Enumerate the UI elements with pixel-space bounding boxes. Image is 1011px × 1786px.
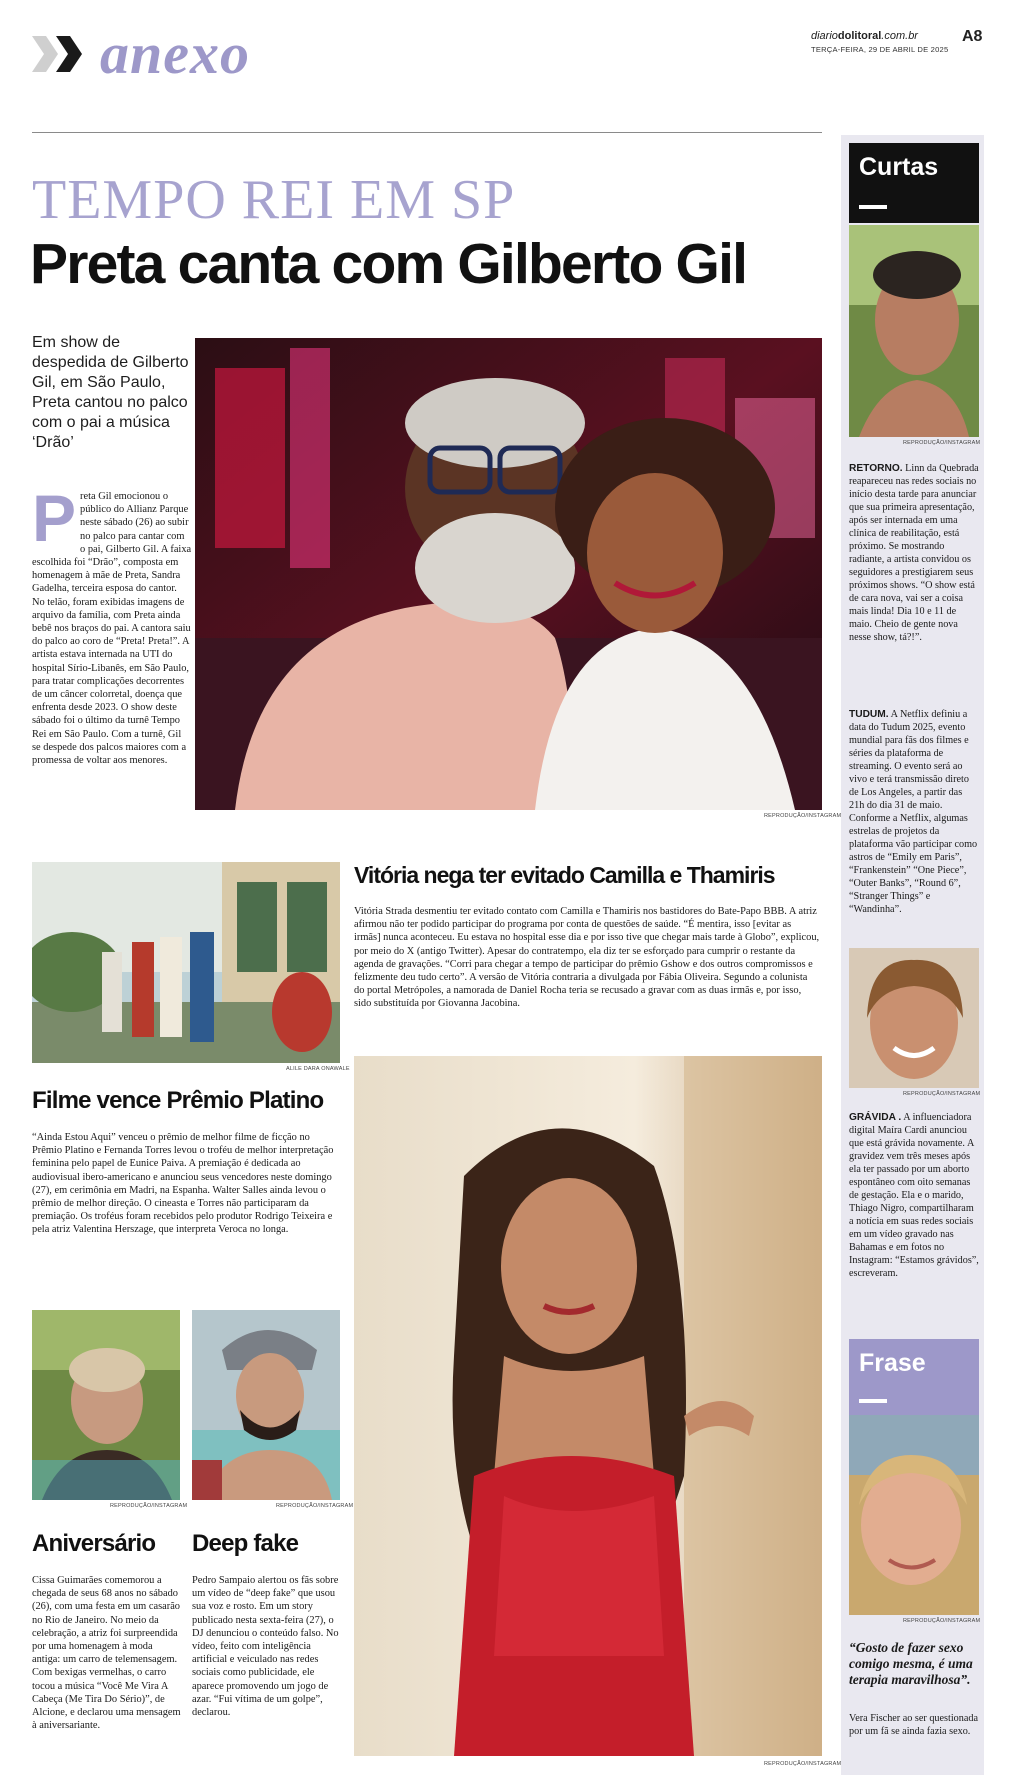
section-name: anexo: [100, 21, 250, 86]
curtas-item-retorno-text: Linn da Quebrada reapareceu nas redes sociais no início desta tarde para anunciar que sua primeira apresentação, após ser internada em uma clínica de reabilitação, está próximo. Se mostrando radiante, a artista convidou os seguidores a prestigiarem seus próximos shows. “O show está de cara nova, vai ser a coisa mais linda! Dia 10 e 11 de maio. Cheio de gente nova nesse show, tá?!”.: [849, 463, 979, 643]
deepfake-photo: [192, 1310, 340, 1500]
curtas-photo-2-credit: REPRODUÇÃO/INSTAGRAM: [903, 1091, 981, 1097]
curtas-photo-1-illustration: [849, 225, 979, 437]
curtas-item-retorno-tag: RETORNO.: [849, 463, 903, 474]
vitoria-photo-illustration: [354, 1056, 822, 1756]
curtas-item-tudum-tag: TUDUM.: [849, 709, 889, 720]
frase-bar: [859, 1399, 887, 1403]
vitoria-headline: Vitória nega ter evitado Camilla e Thamiris: [354, 862, 775, 888]
aniversario-body: Cissa Guimarães comemorou a chegada de seus 68 anos no sábado (26), com uma festa em um casarão no Rio de Janeiro. No meio da celebração, a atriz foi surpreendida por uma homenagem à moda antiga: um carro de telemensagem. Com bexigas vermelhas, o carro tocou a música “Você Me Vira A Cabeça (Me Tira Do Sério)”, de Alcione, e declarou uma mensagem à aniversariante.: [32, 1575, 181, 1732]
site-url-pre: diario: [811, 30, 838, 42]
frase-photo-illustration: [849, 1415, 979, 1615]
curtas-item-gravida: [849, 1111, 979, 1280]
site-url-post: .com.br: [881, 30, 918, 42]
frase-tab: [849, 1339, 979, 1415]
site-url-bold: dolitoral: [837, 30, 882, 42]
vitoria-photo-credit: REPRODUÇÃO/INSTAGRAM: [764, 1761, 842, 1767]
vitoria-photo: [354, 1056, 822, 1756]
curtas-item-gravida-text: A influenciadora digital Maíra Cardi anunciou que está grávida novamente. A gravidez vem três meses após ela ter passado por um aborto espontâneo com oito semanas de gestação. Ela e o marido, Thiago Nigro, compartilharam a notícia em suas redes sociais em um vídeo gravado nas Bahamas e em fotos no Instagram: “Estamos grávidos”, escreveram.: [849, 1112, 979, 1279]
lead-body: reta Gil emocionou o público do Allianz Parque neste sábado (26) ao subir no palco para cantar com o pai, Gilberto Gil. A faixa escolhida foi “Drão”, composta em homenagem à mãe de Preta, Sandra Gadelha, terceira esposa do cantor. No telão, foram exibidas imagens de arquivo da família, com Preta ainda bebê nos braços do pai. A cantora saiu do palco ao coro de “Preta! Preta!”. A artista estava internada na UTI do hospital Sírio-Libanês, em São Paulo, para tratar complicações decorrentes de um câncer colorretal, doença que enfrenta desde 2023. O show deste sábado foi o último da turnê Tempo Rei em São Paulo. Com a turnê, Gil se despede dos palcos maiores com a promessa de voltar aos menores.: [32, 491, 192, 767]
platino-headline: Filme vence Prêmio Platino: [32, 1087, 324, 1114]
lead-photo: [195, 338, 822, 810]
curtas-photo-1-credit: REPRODUÇÃO/INSTAGRAM: [903, 440, 981, 446]
frase-attribution: Vera Fischer ao ser questionada por um fã se ainda fazia sexo.: [849, 1713, 978, 1737]
lead-deck: Em show de despedida de Gilberto Gil, em São Paulo, Preta cantou no palco com o pai a música ‘Drão’: [32, 334, 189, 451]
frase-photo: [849, 1415, 979, 1615]
curtas-item-tudum-text: A Netflix definiu a data do Tudum 2025, evento mundial para fãs dos filmes e séries da plataforma de streaming. O evento será ao vivo e terá transmissão direto de Los Angeles, a partir das 21h do dia 31 de maio. Conforme a Netflix, algumas estrelas de projetos da plataforma vão participar como astros de “Emily em Paris”, “Frankenstein” “One Piece”, “Outer Banks”, “Round 6”, “Stranger Things” e “Wandinha”.: [849, 709, 978, 915]
aniversario-headline: Aniversário: [32, 1530, 156, 1557]
curtas-item-tudum: [849, 708, 979, 916]
page-number: A8: [962, 28, 983, 45]
aniversario-photo-illustration: [32, 1310, 180, 1500]
lead-kicker: TEMPO REI EM SP: [32, 169, 516, 231]
site-url[interactable]: [811, 30, 918, 42]
platino-photo: [32, 862, 340, 1063]
deepfake-body: Pedro Sampaio alertou os fãs sobre um vídeo de “deep fake” que usou sua voz e rosto. Em um story publicado nesta sexta-feira (27), o DJ denunciou o conteúdo falso. No vídeo, feito com inteligência artificial e veiculado nas redes sociais como publicidade, ele aparece promovendo um jogo de azar. “Fui vítima de um golpe”, declarou.: [192, 1575, 339, 1719]
platino-photo-credit: ALILE DARA ONAWALE: [286, 1066, 350, 1072]
platino-body: “Ainda Estou Aqui” venceu o prêmio de melhor filme de ficção no Prêmio Platino e Fernanda Torres levou o troféu de melhor interpretação feminina pelo papel de Eunice Paiva. A premiação é dedicada ao audiovisual ibero-americano e anunciou seus vencedores neste domingo (27), em cerimônia em Madri, na Espanha. Walter Salles ainda levou o prêmio de melhor direção. O cineasta e Torres não participaram da premiação. Os troféus foram recebidos pelo produtor Rodrigo Teixeira e pela atriz Valentina Herszage, que interpreta Veroca no longa.: [32, 1132, 334, 1236]
platino-photo-illustration: [32, 862, 340, 1063]
header-date: TERÇA-FEIRA, 29 DE ABRIL DE 2025: [811, 45, 949, 54]
lead-photo-credit: REPRODUÇÃO/INSTAGRAM: [764, 813, 842, 819]
masthead-chevrons-icon: [32, 30, 92, 78]
curtas-photo-2-illustration: [849, 948, 979, 1088]
lead-dropcap: P: [32, 481, 77, 555]
deepfake-photo-credit: REPRODUÇÃO/INSTAGRAM: [276, 1503, 354, 1509]
curtas-photo-2: [849, 948, 979, 1088]
lead-article: [32, 481, 192, 767]
lead-photo-illustration: [195, 338, 822, 810]
header-rule: [32, 132, 822, 133]
curtas-photo-1: [849, 225, 979, 437]
curtas-item-retorno: [849, 462, 979, 644]
deepfake-headline: Deep fake: [192, 1530, 299, 1557]
curtas-tab: [849, 143, 979, 223]
aniversario-photo-credit: REPRODUÇÃO/INSTAGRAM: [110, 1503, 188, 1509]
frase-photo-credit: REPRODUÇÃO/INSTAGRAM: [903, 1618, 981, 1624]
frase-quote: “Gosto de fazer sexo comigo mesma, é uma terapia maravilhosa”.: [849, 1640, 973, 1687]
deepfake-photo-illustration: [192, 1310, 340, 1500]
lead-headline: Preta canta com Gilberto Gil: [30, 232, 747, 296]
frase-title: Frase: [859, 1349, 926, 1377]
vitoria-body: Vitória Strada desmentiu ter evitado contato com Camilla e Thamiris nos bastidores do Bate-Papo BBB. A atriz afirmou não ter podido participar do programa por conta de questões de saúde. “É mentira, isso [evitar as irmãs] nunca aconteceu. Eu estava no hospital esse dia e por isso tive que chegar mais tarde à Globo”, explicou, por meio do X (antigo Twitter). Apesar do contratempo, ela diz ter se esforçado para cumprir o restante da agenda de gravações. “Corri para chegar a tempo de participar do prêmio Gshow e dos outros compromissos e felizmente deu tudo certo”. A versão de Vitória contraria a divulgada por Fábia Oliveira. Segundo a colunista do portal Metrópoles, a namorada de Daniel Rocha teria se recusado a gravar com as duas irmãs e, por isso, sido substituída por Giovanna Jacobina.: [354, 906, 820, 1010]
curtas-title: Curtas: [859, 153, 939, 181]
curtas-item-gravida-tag: GRÁVIDA .: [849, 1112, 902, 1123]
aniversario-photo: [32, 1310, 180, 1500]
curtas-bar: [859, 205, 887, 209]
